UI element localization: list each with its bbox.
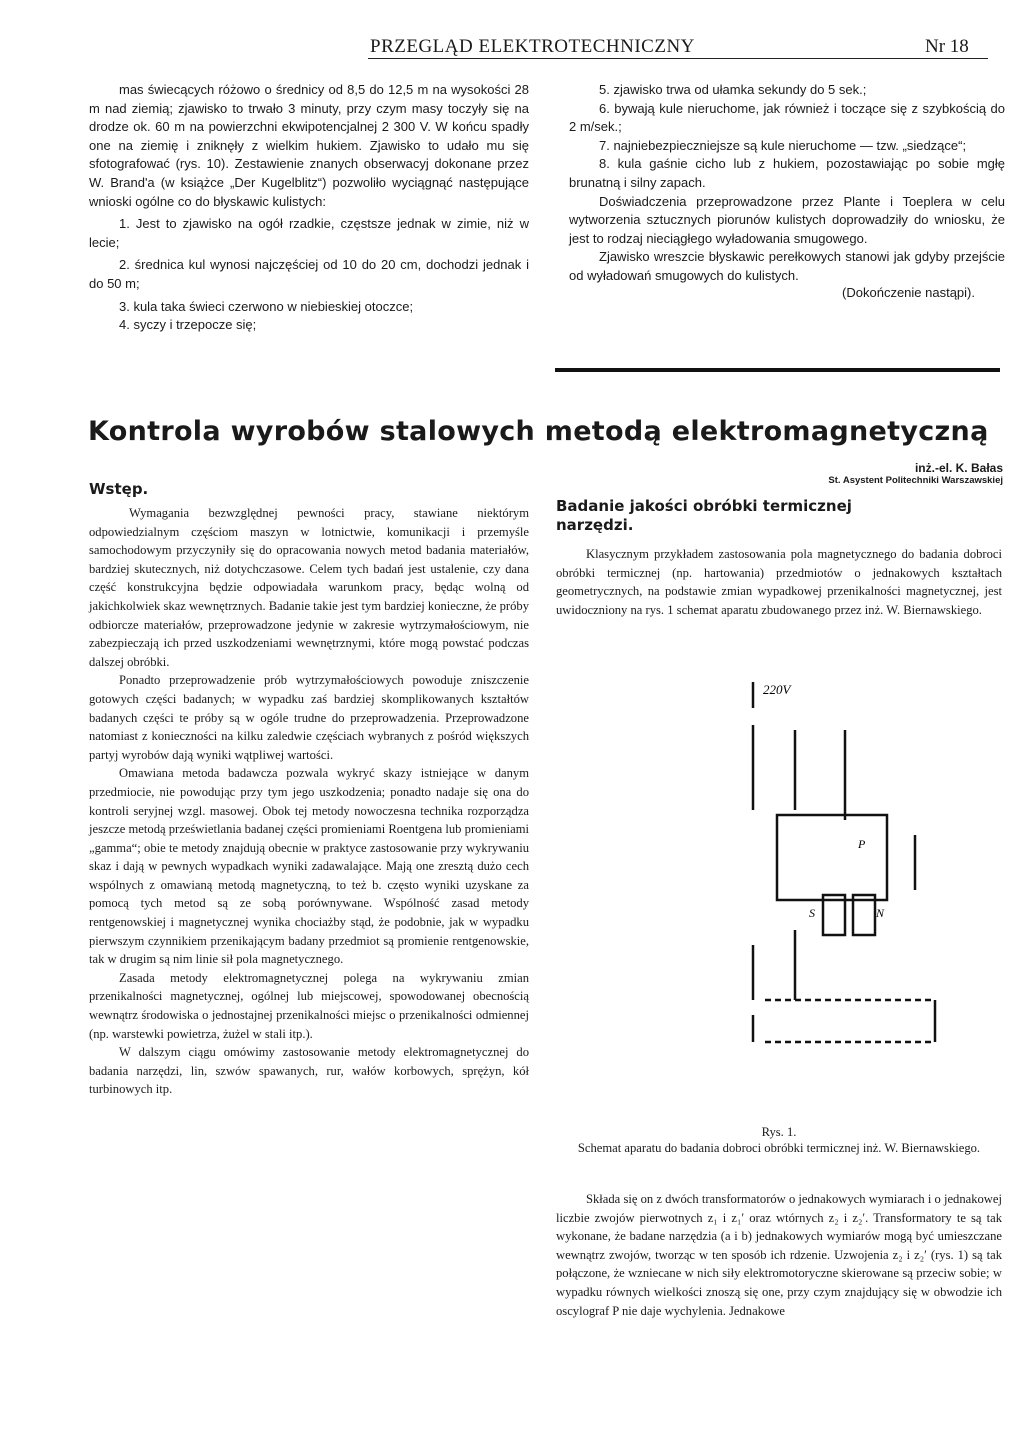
continuation-note: (Dokończenie nastąpi).: [842, 284, 975, 300]
article-right-column-top: [556, 545, 1002, 619]
magnet-core-frame: [777, 815, 887, 900]
header-rule: [368, 58, 988, 59]
oscillograph-label: P: [858, 837, 866, 851]
section-divider: [555, 368, 1000, 372]
pole-s-label: S: [809, 906, 815, 920]
paragraph: Zjawisko wreszcie błyskawic perełkowych stanowi jak gdyby przejście od wyładowań smugowych do kulistych.: [569, 249, 1005, 283]
list-item: 7. najniebezpieczniejsze są kule nieruchome — tzw. „siedzące“;: [599, 137, 967, 153]
list-item: 6. bywają kule nieruchome, jak również i toczące się z szybkością do 2 m/sek.;: [569, 100, 1005, 135]
section-heading-heat-treatment: Badanie jakości obróbki termicznej narzędzi.: [556, 497, 852, 534]
journal-title: PRZEGLĄD ELEKTROTECHNICZNY: [370, 36, 695, 57]
list-item: 8. kula gaśnie cicho lub z hukiem, pozostawiając po sobie mgłę brunatną i silny zapach.: [569, 156, 1005, 190]
article-right-column-bottom: [556, 1190, 1002, 1320]
paragraph: Wymagania bezwzględnej pewności pracy, stawiane niektórym odpowiedzialnym częściom maszyn w lotnictwie, komunikacji i przemyśle samochodowym przyczyniły się do opracowania nowych metod badania materiałów, bardziej skutecznych, niż dotychczasowe. Celem tych badań jest ustalenie, czy dana część konstrukcyjna będzie odpowiadała warunkom pracy, będąc wolną od jakichkolwiek skaz wewnętrznych. Badanie takie jest tym bardziej konieczne, że próby odbiorcze materiałów, przeprowadzone jedynie w zakresie wytrzymałościowym, nie zabezpieczają ich przed uszkodzeniami wewnętrznymi, które mogą powstać podczas dalszej obróbki.: [89, 506, 529, 669]
issue-number: Nr 18: [925, 36, 969, 57]
voltage-label: 220V: [763, 682, 791, 697]
caption-number: Rys. 1.: [761, 1125, 797, 1139]
author-affiliation: St. Asystent Politechniki Warszawskiej: [828, 475, 1003, 486]
article-title: Kontrola wyrobów stalowych metodą elektromagnetyczną: [88, 416, 989, 447]
list-item: 4. syczy i trzepocze się;: [119, 317, 257, 333]
paragraph: Zasada metody elektromagnetycznej polega na wykrywaniu zmian przenikalności magnetycznej, ogólnej lub miejscowej, spowodowanej obecnością wewnątrz środowiska o jednostajnej przenikalności miejsc o przenikalności odmiennej (np. warstewki powietrza, żużel w stali itp.).: [89, 970, 529, 1041]
figure-1-schematic: [705, 670, 1005, 1125]
list-item: 5. zjawisko trwa od ułamka sekundy do 5 sek.;: [599, 82, 867, 97]
list-item: 3. kula taka świeci czerwono w niebieskiej otoczce;: [119, 298, 414, 314]
paragraph: mas świecących różowo o średnicy od 8,5 do 12,5 m na wysokości 28 m nad ziemią; zjawisko to trwało 3 minuty, przy czym masy toczyły się na drodze ok. 60 m na powierzchni ekwipotencjalnej 2 300 V. W końcu spadły one na ziemię i zniknęły z wielkim hukiem. Zjawisko to udało mu się sfotografować (rys. 10). Zestawienie znanych obserwacyj dokonane przez W. Brand'a (w książce „Der Kugelblitz“) pozwoliło wyciągnąć następujące wnioski ogólne co do błyskawic kulistych:: [89, 82, 529, 209]
author-name: inż.-el. K. Bałas: [914, 461, 1003, 475]
previous-article-right-column: [569, 81, 1005, 302]
article-left-column: [89, 504, 529, 1099]
author-block: [775, 459, 1003, 486]
paragraph: Doświadczenia przeprowadzone przez Plante i Toeplera w celu wytworzenia sztucznych piorunów kulistych doprowadziły do wniosku, że jest to rodzaj nieciągłego wyładowania smugowego.: [569, 193, 1005, 246]
previous-article-left-column: [89, 81, 529, 335]
pole-n-label: N: [876, 906, 885, 920]
figure-caption: [556, 1124, 1002, 1156]
paragraph: Omawiana metoda badawcza pozwala wykryć skazy istniejące w danym przedmiocie, nie powodując przy tym jego uszkodzenia; ponadto nadaje się ona do kontroli seryjnej wzgl. masowej. Obok tej metody nowoczesna technika rozporządza jeszcze metodą prześwietlania badanej części promieniami Roentgena lub promieniami „gamma“; obie te metody znajdują obecnie w praktyce zastosowanie przy wykrywaniu skaz i dają w pewnych wypadkach wyniki zadawalające. Mają one zresztą dużo cech wspólnych z omawianą metodą magnetyczną, to też b. często wyniki uzyskane za pomocą tych metod są ze sobą porównywane. Wspólność zasad metody rentgenowskiej i magnetycznej wynika chociażby stąd, że podobnie, jak w wypadku pierwszym czynnikiem przenikającym badany przedmiot są promienie rentgenowskie, tak w drugim są nim linie sił pola magnetycznego.: [89, 766, 529, 967]
paragraph: W dalszym ciągu omówimy zastosowanie metody elektromagnetycznej do badania narzędzi, lin, szwów spawanych, rur, wałów korbowych, sprężyn, kół turbinowych itp.: [89, 1045, 529, 1097]
section-heading-intro: Wstęp.: [89, 480, 149, 498]
paragraph: Składa się on z dwóch transformatorów o jednakowych wymiarach i o jednakowej liczbie zwojów pierwotnych z₁ i z₁′ oraz wtórnych z₂ i z₂′. Transformatory te są tak wykonane, że badane narzędzia (a i b) jednakowych wymiarów mogą być umieszczane wewnątrz zwojów, tworząc w ten sposób ich rdzenie. Uzwojenia z₂ i z₂′ (rys. 1) są tak połączone, że wzniecane w nich siły elektromotoryczne skierowane są przeciw sobie; w wypadku równych wielkości znoszą się one, przy czym znajdujący się w obwodzie ich oscylograf P nie daje wychylenia. Jednakowe: [556, 1192, 1002, 1318]
paragraph: Klasycznym przykładem zastosowania pola magnetycznego do badania dobroci obróbki termicznej (np. hartowania) przedmiotów o jednakowych kształtach geometrycznych, na podstawie zmian wypadkowej przenikalności magnetycznej, jest uwidoczniony na rys. 1 schemat aparatu zbudowanego przez inż. W. Biernawskiego.: [556, 547, 1002, 617]
caption-text: Schemat aparatu do badania dobroci obróbki termicznej inż. W. Biernawskiego.: [577, 1141, 981, 1155]
list-item: 2. średnica kul wynosi najczęściej od 10 do 20 cm, dochodzi jednak i do 50 m;: [89, 257, 529, 291]
paragraph: Ponadto przeprowadzenie prób wytrzymałościowych powoduje zniszczenie gotowych części badanych; w wypadku zaś bardziej skomplikowanych kształtów badanych części te próby są w ogóle trudne do przeprowadzenia. Przeprowadzone natomiast z konieczności na kilku zaledwie częściach wybranych z pośród większych partyj wyrobów dają wyniki wątpliwej wartości.: [89, 673, 529, 762]
list-item: 1. Jest to zjawisko na ogół rzadkie, częstsze jednak w zimie, niż w lecie;: [89, 216, 529, 250]
